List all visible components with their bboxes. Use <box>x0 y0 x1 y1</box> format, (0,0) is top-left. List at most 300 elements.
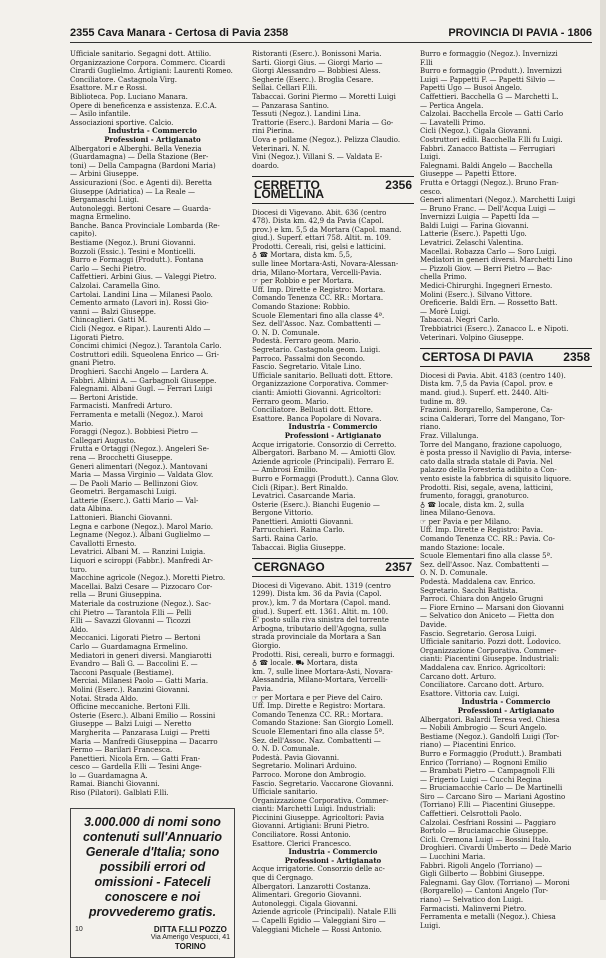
ad-address-block <box>151 926 230 952</box>
directory-line: linea Milano-Genova. <box>420 509 496 518</box>
directory-line: riano. <box>420 423 441 432</box>
directory-line: rena — Brocchetti Giuseppe. <box>70 453 173 462</box>
directory-line: Burro e formaggio (Negoz.). Invernizzi <box>420 50 558 58</box>
directory-line: Mediatori in generi diversi. Marchetti Lino <box>420 256 573 265</box>
directory-line: Maria — Manfredi Giuseppina — Dacarro <box>70 737 218 746</box>
directory-line: Valeggiani Michele — Rossi Antonio. <box>252 925 382 934</box>
directory-line: Parroco. Morone don Ambrogio. <box>252 770 366 779</box>
directory-line: Opere di beneficenza e assistenza. E.C.A. <box>70 101 217 110</box>
directory-line: Tabaccai. Gorini Piermo — Moretti Luigi <box>252 92 396 101</box>
directory-line: Officine meccaniche. Bertoni F.lli. <box>70 703 191 712</box>
directory-line: Diocesi di Vigevano. Abit. 1319 (centro <box>252 581 391 590</box>
directory-line: Cicli. Cremona Luigi — Bossini Italo. <box>420 835 551 844</box>
directory-line: chi Pietro — Tarantola F.lli — Pelli <box>70 608 192 617</box>
directory-line: Bortolo — Bruciamacchie Giuseppe. <box>420 827 549 836</box>
directory-line: — Capelli Egidio — Valeggiani Siro — <box>252 917 386 925</box>
directory-line: data Albina. <box>70 505 113 514</box>
section-title: CERTOSA DI PAVIA <box>422 350 534 365</box>
directory-line: Droghieri. Sacchi Angelo — Lardera A. <box>70 367 209 376</box>
directory-line: Acque irrigatorie. Consorzio di Cerretto. <box>252 440 397 449</box>
directory-line: cesco. <box>420 187 442 196</box>
directory-line: Organizzazione Corporativa. Commer- <box>420 646 557 655</box>
directory-line: Molini (Eserc.). Silvano Vittore. <box>420 290 533 299</box>
directory-line: prov.), km. 7 da Mortara (Capol. mand. <box>252 599 391 608</box>
directory-line: sulle linee Mortara-Asti, Novara-Alessan- <box>252 260 399 269</box>
directory-line: Ramai. Bianchi Giovanni. <box>70 780 160 789</box>
directory-line: Esattore. M.r e Rossi. <box>70 84 148 93</box>
directory-line: Veterinari. N. N. <box>252 144 310 153</box>
section-number: 2356 <box>385 178 412 193</box>
directory-line: cianti: Marchetti Luigi. Industriali: <box>252 805 376 814</box>
directory-line: Dista km. 7,5 da Pavia (Capol. prov. e <box>420 380 553 389</box>
directory-line: Diocesi di Pavia. Abit. 4183 (centro 140). <box>420 371 566 380</box>
directory-line: Conciliatore. Belluati dott. Ettore. <box>252 406 374 415</box>
directory-line: turo. <box>70 565 87 574</box>
directory-line: Levatrici. Albani M. — Ranzini Luigia. <box>70 548 206 557</box>
header-right: PROVINCIA DI PAVIA - 1806 <box>448 27 592 39</box>
directory-line: Conciliatore. Carcano dott. Arturo. <box>420 681 544 690</box>
directory-line: ♁ ☎ locale, dista km. 2, sulla <box>420 500 525 509</box>
directory-line: Ufficiale sanitario. Belluati dott. Ettore. <box>252 371 393 380</box>
directory-line: — Frigerio Luigi — Cucchi Regina <box>420 775 542 784</box>
directory-line: ☞ per Mortara e per Pieve del Cairo. <box>252 693 383 702</box>
directory-line: Industria - Commercio <box>461 698 551 707</box>
directory-line: Vini (Negoz.). Villani S. — Valdata E- <box>252 153 383 162</box>
directory-line: Comando Stazione: San Giorgio Lomell. <box>252 719 394 728</box>
directory-line: — Panzarasa Santino. <box>252 101 330 110</box>
ad-city: TORINO <box>174 941 206 951</box>
directory-line: mando Stazione: locale. <box>420 543 505 552</box>
directory-line: — Arbini Giuseppe. <box>70 170 139 179</box>
column-2 <box>252 50 414 934</box>
directory-line: Liquori e sciroppi (Fabbr.). Manfredi Ar- <box>70 557 213 566</box>
directory-line: Albergatori. Balardi Teresa ved. Chiesa <box>420 715 560 724</box>
directory-line: Generi alimentari (Negoz.). Mantovani <box>70 462 208 471</box>
directory-line: Sellai. Cellari F.lli. <box>252 84 318 93</box>
directory-line: frumento, foraggi, granoturco. <box>420 492 529 501</box>
directory-line: Uova e pollame (Negoz.). Pelizza Claudio. <box>252 135 401 144</box>
directory-line: Biblioteca. Pop. Luciano Manara. <box>70 92 188 101</box>
directory-line: cesco — Gardella F.lli — Tesini Ange- <box>70 763 202 772</box>
directory-line: cianti: Amiotti Giovanni. Agricoltori: <box>252 388 382 397</box>
directory-line: Scuole Elementari fino alla classe 5ª. <box>420 552 553 561</box>
directory-line: Caffettieri. Bacchella G — Marchetti L. <box>420 92 559 101</box>
directory-line: Mario. <box>70 419 94 428</box>
directory-line: Conciliatore. Castagnola Virg. <box>70 75 178 84</box>
column-1-entries <box>70 50 235 798</box>
directory-line: Piccinini Giuseppe. Agricoltori: Pavia <box>252 813 385 822</box>
directory-line: rini Pierina. <box>252 127 295 136</box>
directory-line: Levatrici. Zelaschi Valentina. <box>420 239 524 248</box>
directory-line: Giovanni. Artigiani: Bruni Pietro. <box>252 822 370 831</box>
directory-line: cato dalla strada statale di Pavia. Nel <box>420 457 553 466</box>
directory-line: O. N. D. Comunale. <box>252 745 320 754</box>
directory-line: Concimi chimici (Negoz.). Tarantola Carlo. <box>70 342 222 351</box>
directory-line: Cemento armato (Lavori in). Rossi Gio- <box>70 299 209 308</box>
column-3-top-entries <box>420 50 592 342</box>
directory-line: Frutta e Ortaggi (Negoz.). Angeleri Se- <box>70 445 210 454</box>
directory-line: — Ambrosi Emilio. <box>252 466 318 475</box>
directory-line: Podestà. Ferraro geom. Mario. <box>252 337 361 346</box>
directory-line: scina Calderari, Torre del Mangano, Tor- <box>420 414 565 423</box>
directory-line: Fermo — Barilari Francesca. <box>70 746 173 755</box>
directory-line: Luigi. <box>420 921 441 930</box>
directory-line: riano) — Piacentini Enrico. <box>420 741 516 750</box>
directory-line: Merciai. Milanesi Paolo — Gatti Maria. <box>70 677 209 686</box>
directory-line: Baldi Luigi — Farina Giovanni. <box>420 221 529 230</box>
directory-line: Fabbri. Rigoli Angelo (Torriano) — <box>420 861 543 870</box>
directory-line: Comando Tenenza CC. RR.: Pavia. Co- <box>420 535 555 544</box>
directory-line: Trattorie (Eserc.). Bardoni Maria — Go- <box>252 118 394 127</box>
directory-line: Ufficiale sanitario. Segagni dott. Attilio. <box>70 50 212 58</box>
directory-line: Frutta e Ortaggi (Negoz.). Bruno Fran- <box>420 178 559 187</box>
directory-line: cianti: Piacentini Giuseppe. Industriali: <box>420 655 560 664</box>
directory-line: Siro — Carcano Siro — Mariani Agostino <box>420 792 566 801</box>
directory-line: Burro e Formaggi (Produtt.). Canna Glov. <box>252 474 399 483</box>
directory-line: Materiale da costruzione (Negoz.). Sac- <box>70 600 211 608</box>
directory-line: Professioni - Artigianato <box>284 856 382 865</box>
directory-line: Legname (Negoz.). Albani Guglielmo — <box>70 531 211 540</box>
directory-line: Ristoranti (Eserc.). Bonissoni Maria. <box>252 50 382 58</box>
page-gutter <box>600 0 606 900</box>
directory-line: Chincaglieri. Gatti M. <box>70 316 148 325</box>
directory-line: Aziende agricole (Principali). Natale F.lli <box>252 908 397 917</box>
directory-line: strada provinciale da Mortara a San <box>252 633 381 642</box>
directory-line: Macchine agricole (Negoz.). Moretti Pietro. <box>70 574 226 583</box>
directory-line: Maria — Massa Virginio — Valdata Glov. <box>70 471 214 480</box>
directory-line: Riso (Pilatori). Galblati F.lli. <box>70 789 169 798</box>
page-number: 10 <box>75 925 83 933</box>
directory-line: Panettieri. Amiotti Giovanni. <box>252 517 354 526</box>
directory-line: Burro e formaggio (Produtt.). Invernizzi <box>420 67 562 76</box>
directory-line: Sez. dell'Assoc. Naz. Combattenti — <box>420 560 549 569</box>
directory-line: Osterie (Eserc.). Albani Emilio — Rossini <box>70 711 216 720</box>
directory-line: Burro e Formaggio (Produtt.). Brambati <box>420 749 562 758</box>
directory-line: Tabaccai. Biglia Giuseppe. <box>252 543 346 552</box>
directory-line: Luigi. <box>420 153 441 162</box>
ad-footer <box>75 926 230 952</box>
directory-line: Organizzazione Corporativa. Commer- <box>252 796 389 805</box>
directory-line: ♁ ☎ Mortara, dista km. 5,5, <box>252 251 353 260</box>
directory-line: — Nobili Ambrogio — Scuri Angelo. <box>420 724 547 733</box>
directory-line: Comando Tenenza CC. RR.: Mortara. <box>252 710 384 719</box>
directory-line: — Asilo infantile. <box>70 110 131 119</box>
directory-line: Margherita — Panzarasa Luigi — Pretti <box>70 728 210 737</box>
directory-line: Davide. <box>420 621 447 629</box>
directory-line: Fascio. Segretario. Gerosa Luigi. <box>420 629 537 638</box>
ad-address: Via Amerigo Vespucci, 41 <box>150 934 230 942</box>
directory-line: Assicurazioni (Soc. e Agenti di). Beretta <box>70 178 212 187</box>
directory-line: Giuseppe — Papetti Ettore. <box>420 170 517 179</box>
directory-line: vento esiste la fabbrica di squisito liquore. <box>420 474 572 483</box>
directory-line: — Lavatelli Primo. <box>420 118 486 127</box>
directory-line: Arbogna, tributario dell'Agogna, sulla <box>252 624 387 633</box>
directory-line: Alessandria, Milano-Mortara, Vercelli- <box>252 676 388 685</box>
directory-line: Bergone Vittorio. <box>252 509 314 518</box>
directory-line: Sarti. Raina Carlo. <box>252 535 318 544</box>
directory-line: Foraggi (Negoz.). Bobbiesi Pietro — <box>70 428 198 437</box>
directory-line: tudine m. 89. <box>420 397 468 406</box>
section-header-certosa <box>420 348 592 367</box>
directory-line: Notai. Strada Aldo. <box>70 694 139 703</box>
directory-line: Industria - Commercio <box>288 423 378 432</box>
column-3 <box>420 50 592 930</box>
directory-line: Giorgio. <box>252 642 281 650</box>
directory-line: Industria - Commercio <box>108 127 197 136</box>
directory-line: Giuseppe (Adriatica) — La Reale — <box>70 187 195 196</box>
directory-line: Bergamaschi Luigi. <box>70 196 139 205</box>
directory-line: Cartolai. Landini Lina — Milanesi Paolo. <box>70 290 213 299</box>
directory-line: dria, Milano-Mortara, Vercelli-Pavia. <box>252 268 382 277</box>
column-2-top-entries <box>252 50 414 170</box>
directory-line: Bestiame (Negoz.). Gandolfi Luigi (Tor- <box>420 732 560 741</box>
directory-line: (Torriano) F.lli — Piacentini Giuseppe. <box>420 801 556 810</box>
directory-line: 1299). Dista km. 36 da Pavia (Capol. <box>252 590 382 599</box>
directory-line: — Fiore Ernino — Marsani don Giovanni <box>420 603 564 612</box>
directory-line: km. 7, sulle linee Mortara-Asti, Novara- <box>252 667 393 676</box>
directory-line: Esattore. Vittoria cav. Luigi. <box>420 689 520 698</box>
directory-line: Esattore. Clerici Francesco. <box>252 839 352 848</box>
directory-line: Geometri. Bergamaschi Luigi. <box>70 488 177 497</box>
directory-line: Calzolai. Cesfriani Rossini — Paggiaro <box>420 818 556 827</box>
section-title: CERGNAGO <box>254 560 325 575</box>
cerretto-entries <box>252 209 414 553</box>
directory-line: Costruttori edili. Bacchella F.lli fu Luigi. <box>420 135 563 144</box>
directory-line: Cicli (Negoz.). Cigala Giovanni. <box>420 127 532 136</box>
directory-line: E' posto sulla riva sinistra del torrente <box>252 616 389 625</box>
directory-line: Fraz. Villalunga. <box>420 431 479 440</box>
directory-line: Generi alimentari (Negoz.). Marchetti Luigi <box>420 196 576 205</box>
directory-line: F.lli — Savazzi Glovanni — Ticozzi <box>70 617 191 626</box>
directory-line: Carlo — Guardamagna Ermelino. <box>70 642 188 651</box>
directory-line: Tacconi Pasquale (Bestiame). <box>70 668 174 677</box>
directory-line: Legna e carbone (Negoz.). Marol Mario. <box>70 522 213 531</box>
directory-line: Fabbri. Zanacco Battista — Ferrugiari <box>420 144 556 153</box>
column-1 <box>70 50 235 958</box>
cergnago-entries <box>252 582 414 934</box>
directory-line: Osterie (Eserc.). Bianchi Eugenio — <box>252 500 380 509</box>
directory-line: ♁ ☎ locale. ⛟ Mortara, dista <box>252 659 358 668</box>
page-header <box>70 26 592 43</box>
directory-line: — Bruciamacchie Carlo — De Martinelli <box>420 784 563 793</box>
directory-line: Sarti. Giorgi Gius. — Giorgi Mario — <box>252 58 383 67</box>
directory-line: magna Ermelino. <box>70 213 131 222</box>
directory-line: Carcano dott. Arturo. <box>420 672 497 681</box>
directory-line: Cicli (Ripar.). Bert Rinaldo. <box>252 483 348 492</box>
directory-line: Cicli (Negoz. e Ripar.). Laurenti Aldo — <box>70 325 211 333</box>
directory-line: Prodotti. Cereali, risi, gelsi e latticini. <box>252 242 386 251</box>
directory-line: Industria - Commercio <box>288 848 378 857</box>
directory-line: Aldo. <box>70 625 89 634</box>
directory-line: Maddalena cav. Enrico. Agricoltori: <box>420 663 546 672</box>
directory-line: — Lucchini Maria. <box>420 853 486 862</box>
directory-line: Podestà. Maddalena cav. Enrico. <box>420 578 536 587</box>
directory-line: Invernizzi Luigia — Papetti Ida — <box>420 213 539 222</box>
directory-line: lo — Guardamagna A. <box>70 771 148 780</box>
directory-line: Esattore. Banca Popolare di Novara. <box>252 414 382 423</box>
directory-line: Diocesi di Vigevano. Abit. 636 (centro <box>252 208 387 217</box>
directory-line: Ferramenta e metalli (Negoz.). Chiesa <box>420 913 556 922</box>
directory-line: — Brambati Pietro — Campagnoli F.lli <box>420 767 555 776</box>
directory-line: Albergatori. Barbano M. — Amiotti Glov. <box>252 449 396 458</box>
directory-line: vanni — Balzi Giuseppe. <box>70 307 156 316</box>
directory-line: Segretario. Molinari Arduino. <box>252 762 357 771</box>
directory-line: Associazioni sportive. Calcio. <box>70 118 174 127</box>
directory-line: Bozzoli (Essic.). Tesini e Monticelli. <box>70 247 196 256</box>
directory-line: Carlo — Sechi Pietro. <box>70 264 147 273</box>
directory-line: Autonoleggi. Bertoni Cesare — Guarda- <box>70 204 211 213</box>
directory-line: Papetti Ugo — Busoi Angelo. <box>420 84 522 93</box>
directory-line: Giuseppe — Balzi Luigi — Neretto <box>70 720 192 729</box>
directory-line: Panettieri. Nicola Ern. — Gatti Fran- <box>70 754 201 763</box>
directory-line: Luigi — Pappetti F. — Papetti Silvio — <box>420 75 555 84</box>
directory-line: Cavallotti Ernesto. <box>70 539 137 548</box>
directory-line: Uff. Imp. Dirette e Registro: Pavia. <box>420 526 543 535</box>
directory-line: Costruttori edili. Squeolena Enrico — Gri- <box>70 350 220 359</box>
directory-line: (Borgarello) — Cantoni Angelo (Tor- <box>420 887 549 896</box>
directory-line: Professioni - Artigianato <box>284 431 382 440</box>
directory-line: Oreficerie. Baldi Ern. — Rossetto Batt. <box>420 299 558 308</box>
directory-line: — Bertoni Aristide. <box>70 393 138 402</box>
directory-line: Meccanici. Ligorati Pietro — Bertoni <box>70 634 201 643</box>
directory-line: capito). <box>70 230 97 239</box>
directory-line: giud.). Superf. ett. 1361. Altit. m. 100. <box>252 607 388 616</box>
directory-line: Scuole Elementari fino alla classe 4ª. <box>252 311 385 320</box>
directory-line: Scuole Elementari fino alla classe 5ª. <box>252 727 385 736</box>
directory-line: Cirardi Guglielmo. Artigiani: Laurenti Romeo. <box>70 67 233 76</box>
certosa-entries <box>420 372 592 931</box>
directory-line: Albergatori e Alberghi. Bella Venezia <box>70 144 202 153</box>
directory-line: Burro e Formaggi (Produtt.). Fontana <box>70 256 204 265</box>
directory-line: Falegnami. Gay Glov. (Torriano) — Moroni <box>420 878 570 887</box>
directory-line: Calzolai. Bacchella Ercole — Gatti Carlo <box>420 110 564 119</box>
directory-line: chella Primo. <box>420 273 467 282</box>
directory-line: (Guardamagna) — Della Stazione (Ber- <box>70 153 209 162</box>
directory-line: Farmacisti. Malinverni Pietro. <box>420 904 527 913</box>
directory-line: ☞ per Pavia e per Milano. <box>420 517 512 526</box>
directory-line: Giorgi Alessandro — Bobbiesi Aless. <box>252 67 381 76</box>
directory-line: Parroco. Passalmi don Secondo. <box>252 354 366 363</box>
directory-line: Molini (Eserc.). Ranzini Giovanni. <box>70 685 190 694</box>
directory-line: Droghieri. Civardi Umberto — Dedè Mario <box>420 844 572 853</box>
directory-line: ☞ per Robbio e per Mortara. <box>252 277 354 286</box>
directory-line: Evandro — Balì G. — Baccolini E. — <box>70 660 198 669</box>
directory-line: toni) — Della Campagna (Bardoni Maria) <box>70 161 216 170</box>
directory-line: — De Paoli Mario — Bellinzoni Giov. <box>70 479 199 488</box>
directory-line: — Selvatico don Aniceto — Fietta don <box>420 612 555 621</box>
directory-line: Ufficiale sanitario. Pozzi dott. Lodovico. <box>420 638 561 647</box>
directory-line: Segretario. Castagnola geom. Luigi. <box>252 346 381 354</box>
section-header-cerretto <box>252 176 414 203</box>
directory-line: Farmacisti. Manfredi Arturo. <box>70 402 173 411</box>
directory-line: Alimentari. Gregorio Giovanni. <box>252 891 362 900</box>
directory-line: Ufficiale sanitario. <box>252 788 318 797</box>
directory-line: prov.) e km. 5,5 da Mortara (Capol. mand. <box>252 225 402 234</box>
section-title: CERRETTO LOMELLINA <box>254 178 324 201</box>
directory-line: Macellai. Robazza Carlo — Soro Luigi. <box>420 247 557 256</box>
directory-line: Veterinari. Volpino Giuseppe. <box>420 333 524 342</box>
ad-firm-name: DITTA F.LLI POZZO <box>153 924 227 934</box>
directory-line: Fabbri. Albini A. — Garbagnoli Giuseppe. <box>70 376 217 385</box>
directory-line: è posta presso il Naviglio di Pavia, interse- <box>420 449 572 458</box>
directory-line: Albergatori. Lanzarotti Costanza. <box>252 882 371 891</box>
directory-line: Falegnami. Baldi Angelo — Bacchella <box>420 161 553 170</box>
directory-line: Lattonieri. Bianchi Giovanni. <box>70 514 173 523</box>
directory-line: 478). Dista km. 42,9 da Pavia (Capol. <box>252 217 384 226</box>
directory-line: mand. giud.). Superf. ett. 2440. Alti- <box>420 388 549 397</box>
directory-line: — Pizzoli Giov. — Berri Pietro — Bac- <box>420 264 553 273</box>
directory-line: Prodotti. Risi, segale, avena, latticini, <box>420 483 554 492</box>
directory-line: Sez. dell'Assoc. Naz. Combattenti — <box>252 320 381 329</box>
directory-line: F.lli <box>420 58 433 67</box>
directory-line: Uff. Imp. Dirette e Registro: Mortara. <box>252 285 386 294</box>
directory-line: Medici-Chirurghi. Ingegneri Ernesto. <box>420 282 553 291</box>
directory-line: Conciliatore. Rossi Antonio. <box>252 831 351 840</box>
directory-line: Banche. Banca Provinciale Lombarda (Re- <box>70 221 220 230</box>
directory-line: Latterie (Eserc.). Gatti Mario — Val- <box>70 496 199 505</box>
directory-line: Levatrici. Casarcande Maria. <box>252 492 356 501</box>
directory-line: O. N. D. Comunale. <box>420 569 488 578</box>
directory-line: giud.). Superf. ettari 758. Altit. m. 109. <box>252 234 392 243</box>
directory-line: Mediatori in generi diversi. Mangiarotti <box>70 651 212 660</box>
directory-line: Acque irrigatorie. Consorzio delle ac- <box>252 865 385 874</box>
directory-line: Bestiame (Negoz.). Bruni Giovanni. <box>70 239 196 248</box>
directory-line: Parroci. Chiara don Angelo Grugni <box>420 595 544 604</box>
section-number: 2358 <box>563 350 590 365</box>
directory-line: Prodotti. Risi, cereali, burro e formaggi. <box>252 650 395 659</box>
directory-line: — Pertica Angela. <box>420 101 484 110</box>
directory-line: Enrico (Torriano) — Rognoni Emilio <box>420 758 547 767</box>
directory-line: Professioni - Artigianato <box>104 135 201 144</box>
directory-line: Podestà. Pavia Giovanni. <box>252 753 340 762</box>
directory-line: Comando Tenenza CC. RR.: Mortara. <box>252 294 384 303</box>
directory-line: Organizzazione Corporativa. Commer- <box>252 380 389 389</box>
directory-line: riano) — Selvatico don Luigi. <box>420 896 524 904</box>
directory-line: doardo. <box>252 161 280 170</box>
directory-line: Fascio. Segretario. Vitale Lino. <box>252 363 362 372</box>
directory-line: Callegari Augusto. <box>70 436 136 445</box>
directory-line: Frazioni. Borgarello, Samperone, Ca- <box>420 406 553 415</box>
directory-line: Fascio. Segretario. Vaccarone Giovanni. <box>252 779 394 788</box>
directory-line: Calzolai. Caramella Gino. <box>70 282 161 291</box>
directory-line: Comando Stazione: Robbio. <box>252 303 350 312</box>
directory-line: Trebbiatrici (Eserc.). Zanacco L. e Nipoti. <box>420 325 569 333</box>
ad-headline: 3.000.000 di nomi sono contenuti sull'Annuario Generale d'Italia; sono possibili errori od omissioni - Fateceli conoscere e noi provvederemo gratis. <box>82 814 223 919</box>
directory-line: O. N. D. Comunale. <box>252 328 320 337</box>
section-number: 2357 <box>385 560 412 575</box>
directory-line: Aziende agricole (Principali). Ferraro E. <box>252 457 395 466</box>
directory-line: rella — Bruni Giuseppina. <box>70 591 162 600</box>
header-left: 2355 Cava Manara - Certosa di Pavia 2358 <box>70 27 289 39</box>
directory-line: Sez. dell'Assoc. Naz. Combattenti — <box>252 736 381 745</box>
directory-line: Autonoleggi. Cigala Giovanni. <box>252 899 358 908</box>
directory-line: Segherie (Eserc.). Broglia Cesare. <box>252 75 374 84</box>
directory-line: Falegnami. Albani Gugl. — Ferrari Luigi <box>70 385 213 394</box>
directory-line: Pavia. <box>252 684 274 693</box>
directory-line: — Bruno Franc. — Dell'Acqua Luigi — <box>420 204 556 213</box>
directory-line: palazzo della Foresteria adibito a Con- <box>420 466 557 475</box>
directory-line: Ferraro geom. Mario. <box>252 397 329 406</box>
directory-line: Gigli Gilberto — Bobbini Giuseppe. <box>420 870 545 879</box>
advertisement-box <box>70 808 235 958</box>
section-header-cergnago <box>252 558 414 577</box>
directory-line: Latterie (Eserc.). Papetti Ugo. <box>420 230 527 239</box>
directory-line: Tabaccai. Negri Carlo. <box>420 316 500 325</box>
directory-line: — Morè Luigi. <box>420 307 471 316</box>
directory-line: Professioni - Artigianato <box>457 706 555 715</box>
directory-line: que di Cergnago. <box>252 874 314 883</box>
directory-line: Organizzazione Corpora. Commerc. Cicardi <box>70 58 226 67</box>
